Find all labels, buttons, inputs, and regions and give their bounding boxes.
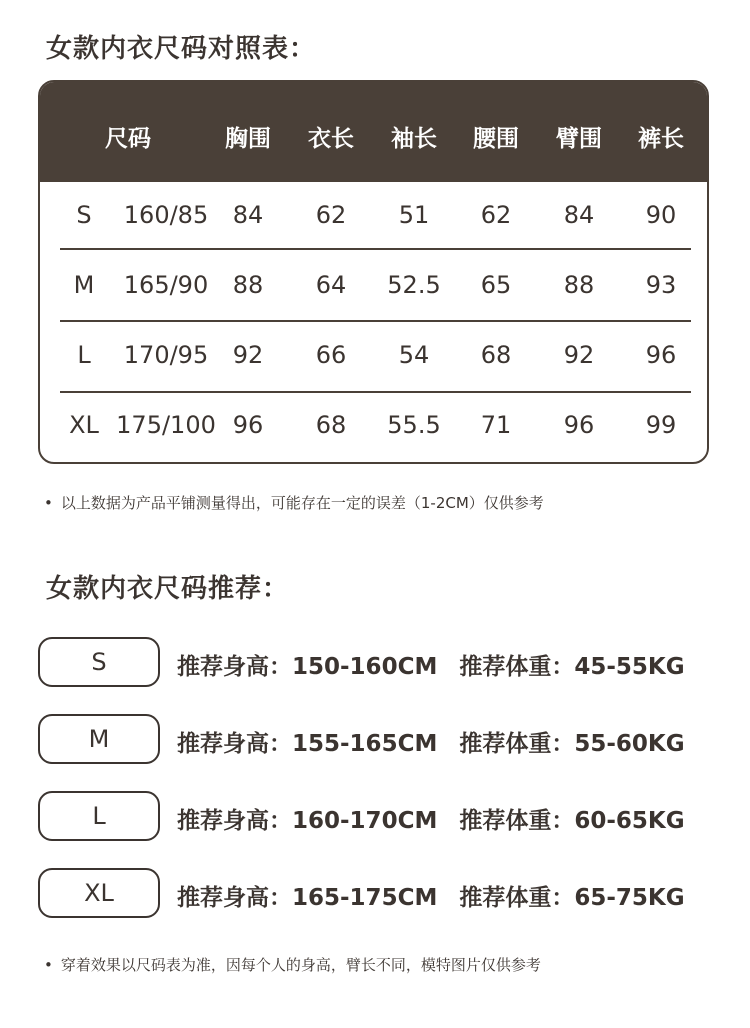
recommended-weight: 推荐体重：65-75KG — [459, 885, 685, 911]
cell-spec: 170/95 — [123, 341, 209, 369]
cell-arm: 92 — [563, 341, 595, 369]
cell-top-length: 64 — [315, 271, 347, 299]
header-sleeve: 袖长 — [391, 126, 437, 152]
bullet-icon: • — [44, 956, 53, 974]
cell-arm: 84 — [563, 201, 595, 229]
size-badge: M — [38, 714, 160, 764]
cell-size: L — [77, 341, 91, 369]
recommended-height: 推荐身高：160-170CM — [177, 808, 438, 834]
header-waist: 腰围 — [473, 126, 519, 152]
fit-note-text: 穿着效果以尺码表为准，因每个人的身高，臂长不同，模特图片仅供参考 — [60, 956, 541, 974]
table-header-row — [40, 82, 707, 182]
cell-sleeve: 51 — [398, 201, 430, 229]
cell-chest: 88 — [232, 271, 264, 299]
header-arm: 臂围 — [556, 126, 602, 152]
size-badge: L — [38, 791, 160, 841]
cell-size: XL — [69, 411, 99, 439]
cell-top-length: 68 — [315, 411, 347, 439]
recommended-weight: 推荐体重：45-55KG — [459, 654, 685, 680]
cell-pants-length: 96 — [645, 341, 677, 369]
size-chart-title: 女款内衣尺码对照表： — [46, 34, 317, 64]
cell-top-length: 66 — [315, 341, 347, 369]
cell-arm: 88 — [563, 271, 595, 299]
row-divider — [60, 320, 691, 322]
header-pants-length: 裤长 — [638, 126, 684, 152]
cell-waist: 62 — [480, 201, 512, 229]
measurement-note — [44, 492, 544, 513]
cell-pants-length: 90 — [645, 201, 677, 229]
cell-size: S — [76, 201, 92, 229]
cell-waist: 68 — [480, 341, 512, 369]
cell-arm: 96 — [563, 411, 595, 439]
bullet-icon: • — [44, 494, 53, 512]
cell-sleeve: 54 — [398, 341, 430, 369]
cell-sleeve: 55.5 — [387, 411, 441, 439]
row-divider — [60, 391, 691, 393]
recommendation-title: 女款内衣尺码推荐： — [46, 574, 290, 604]
cell-size: M — [73, 271, 95, 299]
row-divider — [60, 248, 691, 250]
recommended-height: 推荐身高：155-165CM — [177, 731, 438, 757]
recommended-height: 推荐身高：165-175CM — [177, 885, 438, 911]
cell-waist: 65 — [480, 271, 512, 299]
cell-waist: 71 — [480, 411, 512, 439]
recommended-weight: 推荐体重：55-60KG — [459, 731, 685, 757]
fit-note — [44, 954, 541, 975]
cell-pants-length: 99 — [645, 411, 677, 439]
cell-spec: 175/100 — [116, 411, 216, 439]
cell-chest: 92 — [232, 341, 264, 369]
cell-sleeve: 52.5 — [387, 271, 441, 299]
cell-top-length: 62 — [315, 201, 347, 229]
recommended-weight: 推荐体重：60-65KG — [459, 808, 685, 834]
cell-chest: 96 — [232, 411, 264, 439]
size-badge: S — [38, 637, 160, 687]
header-top-length: 衣长 — [308, 126, 354, 152]
size-badge: XL — [38, 868, 160, 918]
size-chart-table — [38, 80, 709, 464]
header-size: 尺码 — [105, 126, 151, 152]
recommended-height: 推荐身高：150-160CM — [177, 654, 438, 680]
cell-pants-length: 93 — [645, 271, 677, 299]
cell-spec: 165/90 — [123, 271, 209, 299]
measurement-note-text: 以上数据为产品平铺测量得出，可能存在一定的误差（1-2CM）仅供参考 — [60, 494, 544, 512]
cell-chest: 84 — [232, 201, 264, 229]
cell-spec: 160/85 — [123, 201, 209, 229]
header-chest: 胸围 — [225, 126, 271, 152]
